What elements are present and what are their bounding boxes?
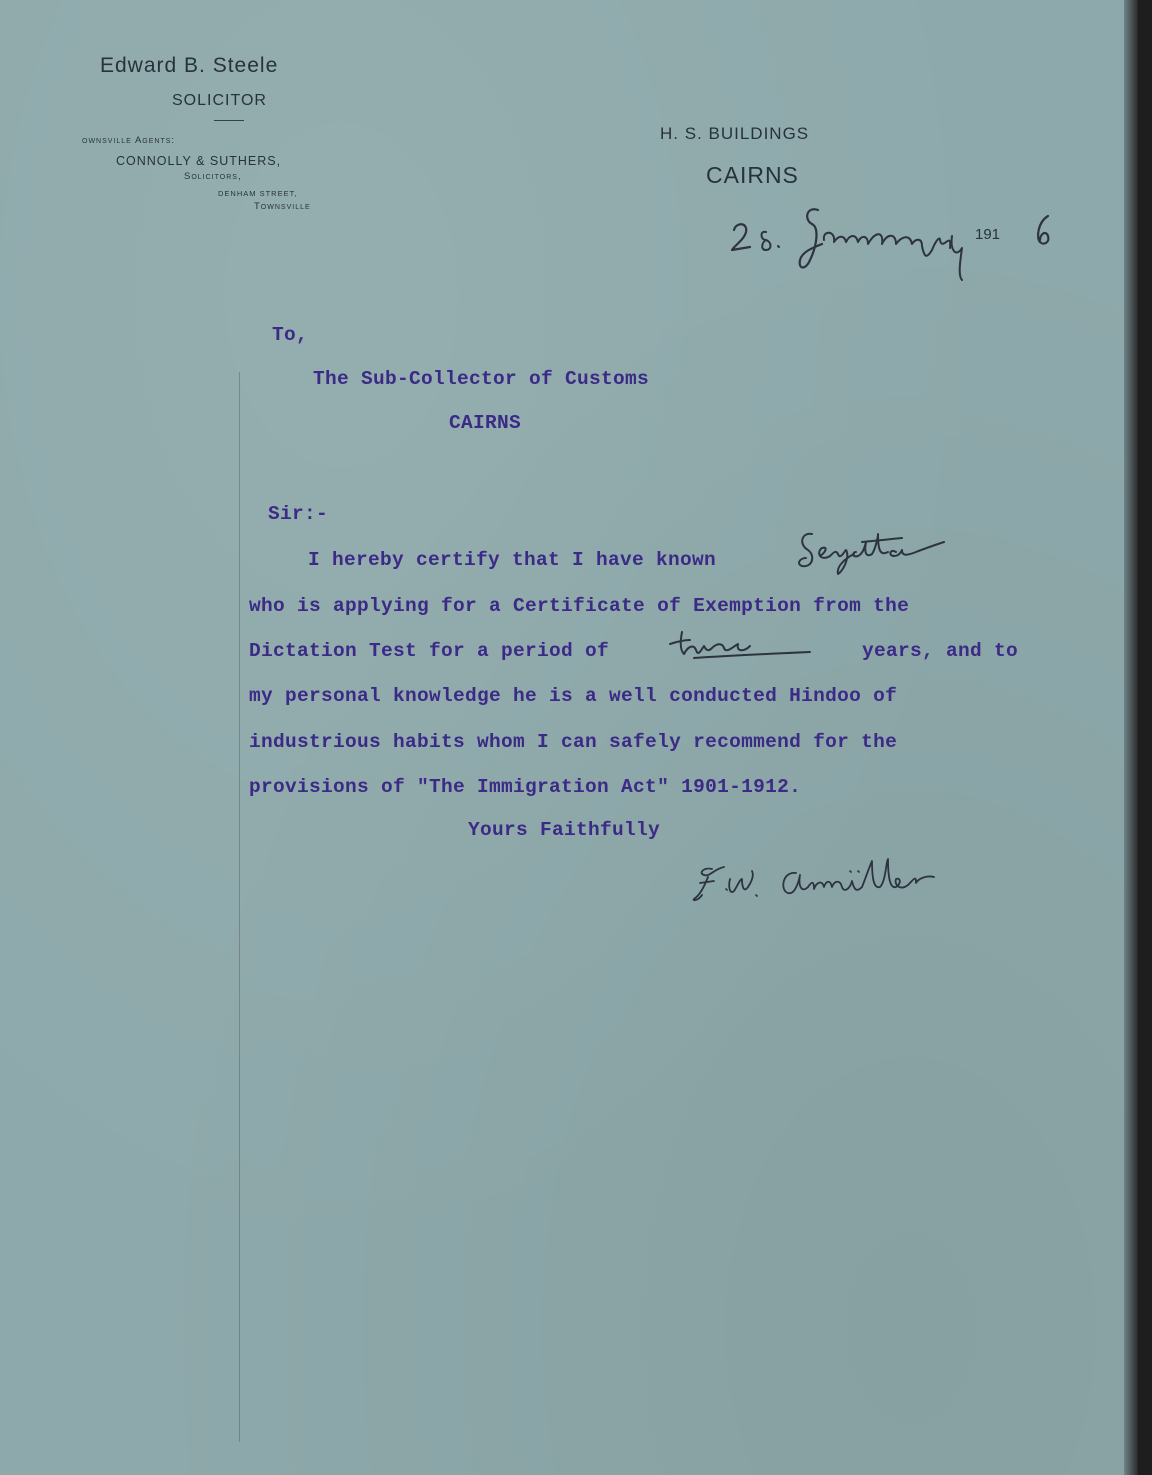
handwritten-date (726, 200, 976, 285)
body-line6: provisions of "The Immigration Act" 1901-1912. (249, 776, 802, 798)
greeting: Sir:- (268, 503, 329, 525)
letterhead-city: CAIRNS (706, 162, 799, 188)
handwritten-name (792, 522, 952, 577)
letterhead-title: SOLICITOR (172, 92, 267, 109)
letterhead-agents-street: DENHAM STREET, (218, 189, 298, 198)
body-line5: industrious habits whom I can safely recommend for the (249, 731, 898, 753)
signature (690, 855, 970, 915)
letterhead-agents-firm: CONNOLLY & SUTHERS, (116, 154, 282, 168)
body-line2: who is applying for a Certificate of Exemption from the (249, 595, 910, 617)
letterhead-agents-role: Solicitors, (184, 171, 242, 182)
letterhead-building: H. S. BUILDINGS (660, 124, 810, 143)
letterhead-divider (214, 120, 244, 121)
handwritten-period (664, 628, 814, 668)
letterhead-agents-label: ownsville Agents: (82, 135, 176, 146)
salutation-to: To, (272, 324, 309, 346)
body-line4: my personal knowledge he is a well conducted Hindoo of (249, 685, 898, 707)
margin-line (239, 372, 240, 1442)
letterhead-agents-town: Townsville (254, 201, 311, 212)
body-line3-end: years, and to (862, 640, 1019, 662)
handwritten-year-digit (1030, 212, 1060, 252)
body-line1: I hereby certify that I have known (308, 549, 717, 571)
letterhead-name: Edward B. Steele (100, 54, 279, 77)
body-line3-start: Dictation Test for a period of (249, 640, 610, 662)
page-edge-shadow (1124, 0, 1138, 1475)
closing: Yours Faithfully (468, 819, 661, 841)
addressee-line1: The Sub-Collector of Customs (313, 368, 650, 390)
addressee-line2: CAIRNS (449, 412, 522, 434)
date-year-printed: 191 (975, 226, 1001, 243)
